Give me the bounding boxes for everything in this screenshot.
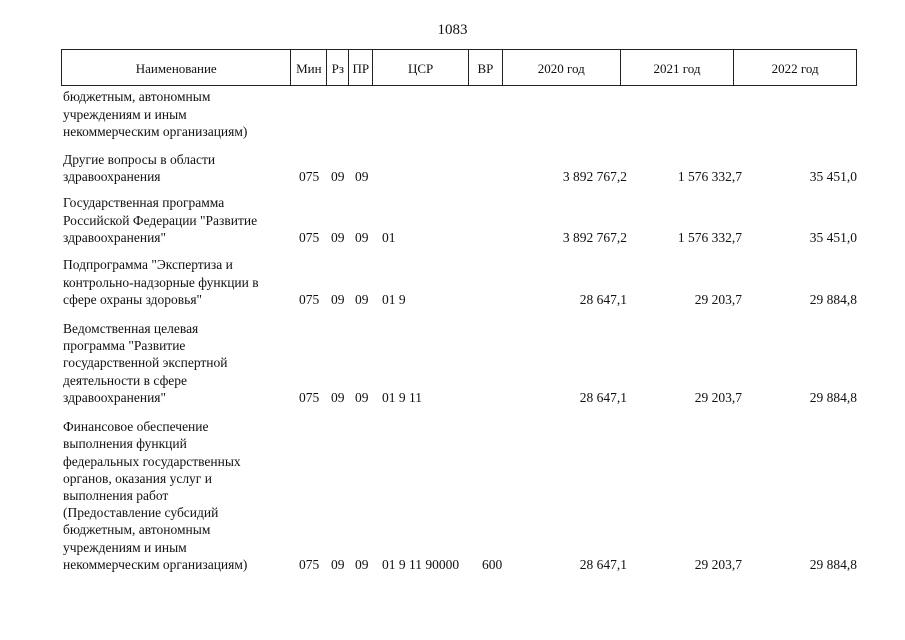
row-2022: 35 451,0: [809, 229, 857, 245]
row-name: [63, 418, 289, 573]
row-csr: 01 9 11: [382, 389, 422, 405]
row-name-line: здравоохранения: [63, 168, 161, 184]
row-2021: 29 203,7: [694, 389, 742, 405]
header-rz: Рз: [327, 50, 349, 85]
row-2021: 29 203,7: [694, 556, 742, 572]
row-name: [63, 194, 289, 246]
row-2020: 3 892 767,2: [562, 168, 627, 184]
row-2021: 29 203,7: [694, 291, 742, 307]
row-name: [63, 256, 289, 308]
row-csr: 01 9 11 90000: [382, 556, 460, 572]
row-name-line: сфере охраны здоровья": [63, 291, 203, 307]
table-row: [61, 150, 857, 185]
row-name-line: выполнения работ: [63, 487, 169, 503]
table-row: [61, 319, 857, 406]
row-pr: 09: [355, 291, 369, 307]
table-row: [61, 194, 857, 246]
header-min: Мин: [291, 50, 327, 85]
row-name-line: Государственная программа: [63, 195, 225, 211]
row-name-line: федеральных государственных: [63, 453, 241, 469]
row-rz: 09: [331, 229, 345, 245]
row-2020: 28 647,1: [579, 291, 627, 307]
header-pr: ПР: [349, 50, 373, 85]
row-rz: 09: [331, 168, 345, 184]
row-min: 075: [299, 229, 320, 245]
row-name-line: Подпрограмма "Экспертиза и: [63, 257, 233, 273]
row-name-line: Ведомственная целевая: [63, 320, 199, 336]
row-name: [63, 320, 289, 406]
row-name-line: Финансовое обеспечение: [63, 419, 209, 435]
row-rz: 09: [331, 291, 345, 307]
header-csr: ЦСР: [373, 50, 469, 85]
row-name-line: выполнения функций: [63, 436, 187, 452]
row-pr: 09: [355, 168, 369, 184]
row-name-line: органов, оказания услуг и: [63, 470, 212, 486]
table-row: [61, 256, 857, 308]
row-rz: 09: [331, 389, 345, 405]
table-row: [61, 88, 857, 140]
row-min: 075: [299, 389, 320, 405]
row-min: 075: [299, 556, 320, 572]
row-min: 075: [299, 291, 320, 307]
row-name-line: (Предоставление субсидий: [63, 505, 219, 521]
row-name-line: учреждениям и иным: [63, 539, 187, 555]
row-name-line: контрольно-надзорные функции в: [63, 274, 259, 290]
row-min: 075: [299, 168, 320, 184]
row-name-line: здравоохранения": [63, 389, 167, 405]
row-2020: 28 647,1: [579, 389, 627, 405]
row-pr: 09: [355, 389, 369, 405]
row-name-line: Другие вопросы в области: [63, 151, 216, 167]
header-vr: ВР: [469, 50, 503, 85]
row-name-line: государственной экспертной: [63, 355, 228, 371]
row-csr: 01 9: [382, 291, 406, 307]
row-2022: 29 884,8: [809, 389, 857, 405]
row-2022: 29 884,8: [809, 556, 857, 572]
row-name-line: бюджетным, автономным: [63, 522, 211, 538]
row-2022: 29 884,8: [809, 291, 857, 307]
page-number: 1083: [437, 22, 468, 38]
row-name-line: программа "Развитие: [63, 338, 186, 354]
header-2022: 2022 год: [771, 61, 819, 76]
row-pr: 09: [355, 556, 369, 572]
row-name-line: здравоохранения": [63, 229, 167, 245]
row-pr: 09: [355, 229, 369, 245]
row-name-line: учреждениям и иным: [63, 106, 187, 122]
row-2020: 3 892 767,2: [562, 229, 627, 245]
row-csr: 01: [382, 229, 396, 245]
table-row: [61, 417, 857, 573]
row-2022: 35 451,0: [809, 168, 857, 184]
table-header: [61, 49, 857, 86]
row-2021: 1 576 332,7: [677, 168, 742, 184]
row-2020: 28 647,1: [579, 556, 627, 572]
row-name: [63, 88, 289, 140]
row-name-line: некоммерческим организациям): [63, 556, 248, 572]
header-2020: 2020 год: [503, 50, 621, 85]
header-2021: 2021 год: [621, 50, 735, 85]
row-vr: 600: [482, 556, 503, 572]
row-name-line: Российской Федерации "Развитие: [63, 212, 258, 228]
row-name-line: бюджетным, автономным: [63, 89, 211, 105]
row-name: [63, 151, 289, 185]
row-name-line: деятельности в сфере: [63, 372, 188, 388]
row-name-line: некоммерческим организациям): [63, 123, 248, 139]
row-2021: 1 576 332,7: [677, 229, 742, 245]
header-name: Наименование: [62, 50, 291, 85]
row-rz: 09: [331, 556, 345, 572]
